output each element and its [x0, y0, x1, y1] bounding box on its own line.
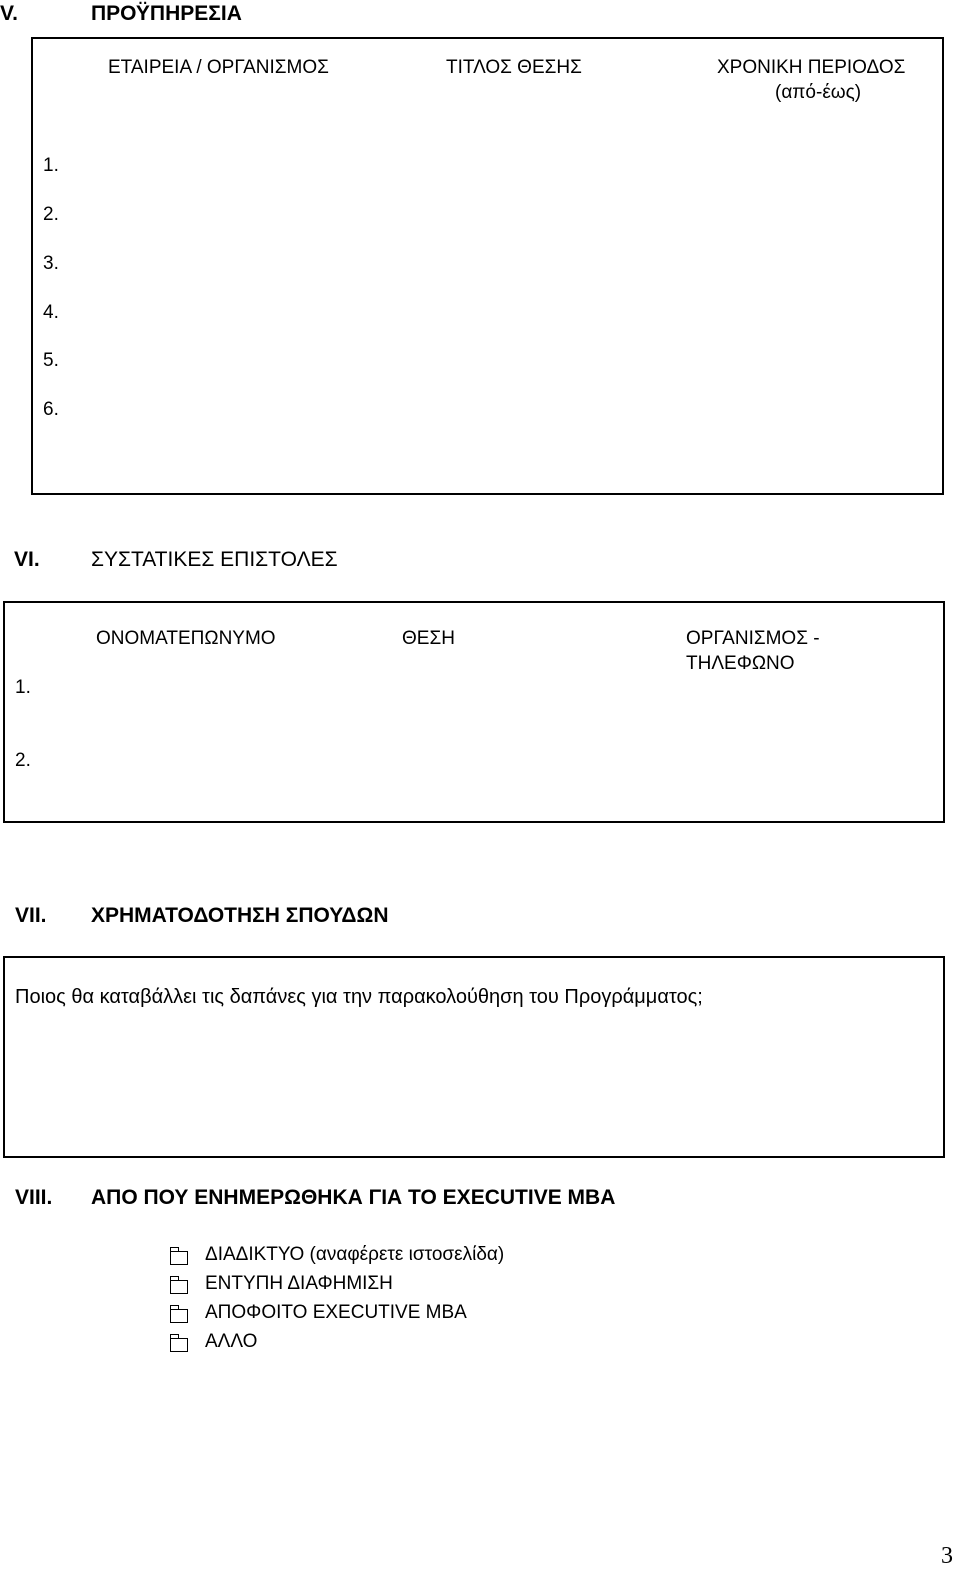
section-7-title: ΧΡΗΜΑΤΟΔΟΤΗΣΗ ΣΠΟΥΔΩΝ — [91, 904, 389, 927]
experience-row-2[interactable]: 2. — [43, 204, 59, 225]
header-position: ΤΙΤΛΟΣ ΘΕΣΗΣ — [446, 57, 582, 78]
header-organization: ΟΡΓΑΝΙΣΜΟΣ - — [686, 628, 820, 649]
header-period-range: (από-έως) — [775, 82, 862, 103]
section-6-title: ΣΥΣΤΑΤΙΚΕΣ ΕΠΙΣΤΟΛΕΣ — [91, 548, 338, 571]
reference-row-1[interactable]: 1. — [15, 677, 31, 698]
experience-row-3[interactable]: 3. — [43, 253, 59, 274]
section-5-number: V. — [0, 2, 18, 25]
header-period: ΧΡΟΝΙΚΗ ΠΕΡΙΟΔΟΣ — [717, 57, 906, 78]
option-alumnus: ΑΠΟΦΟΙΤΟ EXECUTIVE MBA — [205, 1302, 467, 1323]
folder-checkbox-icon[interactable] — [170, 1338, 188, 1352]
experience-row-6[interactable]: 6. — [43, 399, 59, 420]
folder-checkbox-icon[interactable] — [170, 1251, 188, 1265]
option-other: ΑΛΛΟ — [205, 1331, 258, 1352]
page-number: 3 — [941, 1543, 953, 1569]
section-7-number: VII. — [15, 904, 47, 927]
experience-row-1[interactable]: 1. — [43, 155, 59, 176]
section-8-number: VIII. — [15, 1186, 53, 1209]
option-print-ad: ΕΝΤΥΠΗ ΔΙΑΦΗΜΙΣΗ — [205, 1273, 393, 1294]
section-8-title: ΑΠΟ ΠΟΥ ΕΝΗΜΕΡΩΘΗΚΑ ΓΙΑ ΤΟ EXECUTIVE MBA — [91, 1186, 616, 1209]
experience-row-4[interactable]: 4. — [43, 302, 59, 323]
work-experience-box — [31, 37, 944, 495]
folder-checkbox-icon[interactable] — [170, 1309, 188, 1323]
folder-checkbox-icon[interactable] — [170, 1280, 188, 1294]
header-ref-position: ΘΕΣΗ — [402, 628, 455, 649]
experience-row-5[interactable]: 5. — [43, 350, 59, 371]
reference-row-2[interactable]: 2. — [15, 750, 31, 771]
section-5-title: ΠΡΟΫΠΗΡΕΣΙΑ — [91, 2, 242, 25]
header-company: ΕΤΑΙΡΕΙΑ / ΟΡΓΑΝΙΣΜΟΣ — [108, 57, 329, 78]
funding-question: Ποιος θα καταβάλλει τις δαπάνες για την παρακολούθηση του Προγράμματος; — [15, 986, 703, 1008]
option-internet: ΔΙΑΔΙΚΤΥΟ (αναφέρετε ιστοσελίδα) — [205, 1244, 505, 1265]
header-full-name: ΟΝΟΜΑΤΕΠΩΝΥΜΟ — [96, 628, 276, 649]
header-phone: ΤΗΛΕΦΩΝΟ — [686, 653, 795, 674]
section-6-number: VI. — [14, 548, 40, 571]
